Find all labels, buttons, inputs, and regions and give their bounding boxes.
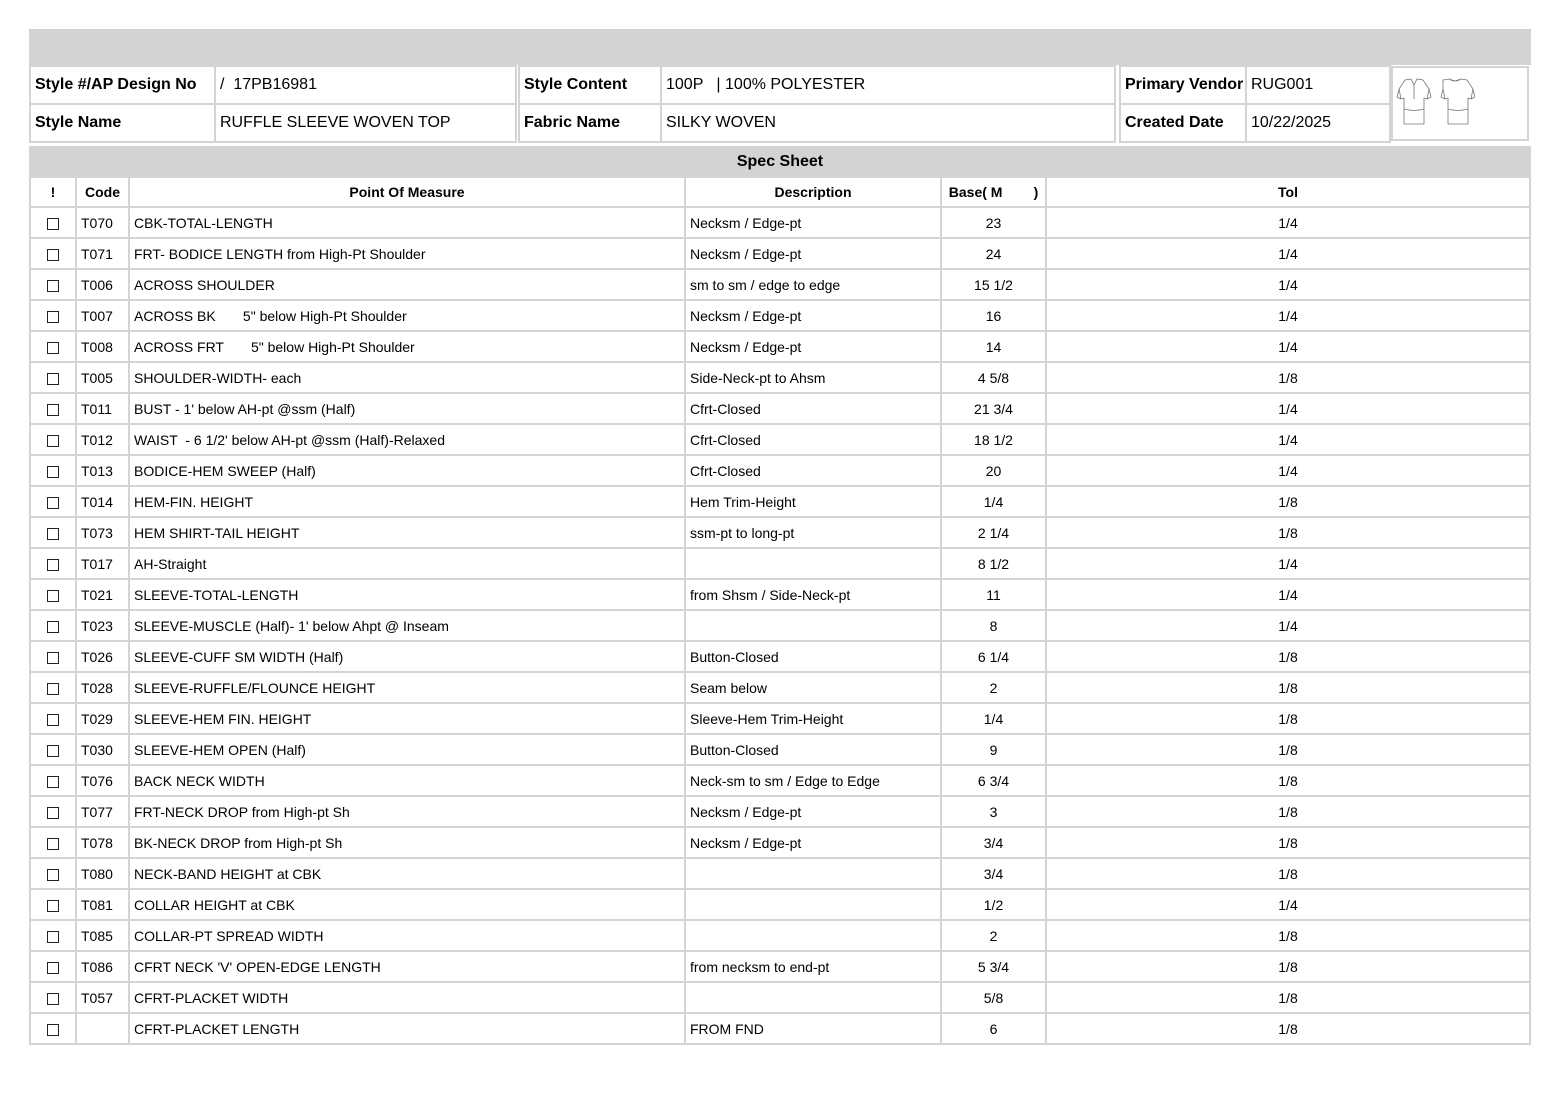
table-row [30, 765, 1530, 796]
row-point-of-measure: NECK-BAND HEIGHT at CBK [129, 858, 685, 889]
row-code: T005 [76, 362, 129, 393]
row-checkbox-cell[interactable] [30, 641, 76, 672]
row-base: 2 [941, 920, 1046, 951]
row-checkbox-cell[interactable] [30, 393, 76, 424]
checkbox[interactable] [47, 807, 59, 819]
row-code: T014 [76, 486, 129, 517]
checkbox[interactable] [47, 280, 59, 292]
created-date-value: 10/22/2025 [1246, 104, 1390, 142]
checkbox[interactable] [47, 559, 59, 571]
checkbox[interactable] [47, 249, 59, 261]
row-tol: 1/8 [1046, 734, 1530, 765]
top-banner [29, 29, 1531, 65]
row-point-of-measure: BUST - 1' below AH-pt @ssm (Half) [129, 393, 685, 424]
table-row [30, 455, 1530, 486]
row-tol: 1/4 [1046, 579, 1530, 610]
row-point-of-measure: BACK NECK WIDTH [129, 765, 685, 796]
row-description: Hem Trim-Height [685, 486, 941, 517]
style-name-value: RUFFLE SLEEVE WOVEN TOP [215, 104, 516, 142]
row-tol: 1/4 [1046, 889, 1530, 920]
row-tol: 1/8 [1046, 517, 1530, 548]
row-point-of-measure: WAIST - 6 1/2' below AH-pt @ssm (Half)-Relaxed [129, 424, 685, 455]
row-tol: 1/4 [1046, 424, 1530, 455]
row-description [685, 920, 941, 951]
row-code: T057 [76, 982, 129, 1013]
row-base: 24 [941, 238, 1046, 269]
row-point-of-measure: BK-NECK DROP from High-pt Sh [129, 827, 685, 858]
fabric-name-label: Fabric Name [519, 104, 661, 142]
checkbox[interactable] [47, 652, 59, 664]
row-code: T086 [76, 951, 129, 982]
checkbox[interactable] [47, 404, 59, 416]
checkbox[interactable] [47, 931, 59, 943]
row-point-of-measure: SHOULDER-WIDTH- each [129, 362, 685, 393]
row-point-of-measure: CFRT-PLACKET WIDTH [129, 982, 685, 1013]
row-point-of-measure: AH-Straight [129, 548, 685, 579]
row-base: 4 5/8 [941, 362, 1046, 393]
table-row [30, 331, 1530, 362]
row-checkbox-cell[interactable] [30, 889, 76, 920]
row-base: 16 [941, 300, 1046, 331]
row-checkbox-cell[interactable] [30, 796, 76, 827]
checkbox[interactable] [47, 683, 59, 695]
row-description: Button-Closed [685, 734, 941, 765]
row-base: 14 [941, 331, 1046, 362]
row-base: 1/4 [941, 703, 1046, 734]
table-row [30, 610, 1530, 641]
row-tol: 1/4 [1046, 455, 1530, 486]
row-point-of-measure: BODICE-HEM SWEEP (Half) [129, 455, 685, 486]
row-description: Necksm / Edge-pt [685, 238, 941, 269]
row-checkbox-cell[interactable] [30, 1013, 76, 1044]
row-code: T073 [76, 517, 129, 548]
table-row [30, 672, 1530, 703]
checkbox[interactable] [47, 218, 59, 230]
row-base: 2 [941, 672, 1046, 703]
table-row [30, 486, 1530, 517]
row-checkbox-cell[interactable] [30, 517, 76, 548]
row-checkbox-cell[interactable] [30, 579, 76, 610]
checkbox[interactable] [47, 962, 59, 974]
row-base: 3/4 [941, 858, 1046, 889]
row-description: Neck-sm to sm / Edge to Edge [685, 765, 941, 796]
checkbox[interactable] [47, 435, 59, 447]
row-point-of-measure: CFRT NECK 'V' OPEN-EDGE LENGTH [129, 951, 685, 982]
checkbox[interactable] [47, 1024, 59, 1036]
table-row [30, 393, 1530, 424]
row-tol: 1/4 [1046, 610, 1530, 641]
garment-sketch-thumbnail[interactable] [1391, 66, 1529, 141]
row-code: T029 [76, 703, 129, 734]
row-base: 3/4 [941, 827, 1046, 858]
col-header-description: Description [685, 177, 941, 207]
row-tol: 1/8 [1046, 486, 1530, 517]
table-row [30, 269, 1530, 300]
row-description [685, 889, 941, 920]
row-tol: 1/4 [1046, 269, 1530, 300]
row-description: Button-Closed [685, 641, 941, 672]
row-point-of-measure: SLEEVE-MUSCLE (Half)- 1' below Ahpt @ Inseam [129, 610, 685, 641]
row-checkbox-cell[interactable] [30, 858, 76, 889]
row-checkbox-cell[interactable] [30, 300, 76, 331]
row-base: 2 1/4 [941, 517, 1046, 548]
row-code: T070 [76, 207, 129, 238]
row-tol: 1/8 [1046, 703, 1530, 734]
row-tol: 1/8 [1046, 641, 1530, 672]
row-checkbox-cell[interactable] [30, 982, 76, 1013]
style-info-table [29, 65, 517, 143]
row-tol: 1/8 [1046, 1013, 1530, 1044]
row-point-of-measure: ACROSS FRT 5" below High-Pt Shoulder [129, 331, 685, 362]
row-description: FROM FND [685, 1013, 941, 1044]
row-description: Cfrt-Closed [685, 393, 941, 424]
row-description [685, 858, 941, 889]
row-base: 20 [941, 455, 1046, 486]
col-header-code: Code [76, 177, 129, 207]
table-row [30, 796, 1530, 827]
row-description: Cfrt-Closed [685, 424, 941, 455]
row-code: T013 [76, 455, 129, 486]
row-tol: 1/4 [1046, 548, 1530, 579]
table-row [30, 579, 1530, 610]
row-base: 5 3/4 [941, 951, 1046, 982]
row-point-of-measure: HEM-FIN. HEIGHT [129, 486, 685, 517]
row-description: sm to sm / edge to edge [685, 269, 941, 300]
col-header-tol: Tol [1046, 177, 1530, 207]
style-content-value: 100P | 100% POLYESTER [661, 66, 1115, 104]
row-base: 6 [941, 1013, 1046, 1044]
primary-vendor-label: Primary Vendor [1120, 66, 1246, 104]
row-code: T071 [76, 238, 129, 269]
checkbox[interactable] [47, 745, 59, 757]
row-base: 6 1/4 [941, 641, 1046, 672]
table-row [30, 238, 1530, 269]
checkbox[interactable] [47, 466, 59, 478]
col-header-flag: ! [30, 177, 76, 207]
row-point-of-measure: SLEEVE-HEM OPEN (Half) [129, 734, 685, 765]
vendor-info-table [1119, 65, 1391, 143]
row-checkbox-cell[interactable] [30, 920, 76, 951]
spec-sheet-title: Spec Sheet [30, 147, 1530, 177]
row-tol: 1/4 [1046, 238, 1530, 269]
row-description: Side-Neck-pt to Ahsm [685, 362, 941, 393]
table-row [30, 641, 1530, 672]
table-row [30, 1013, 1530, 1044]
row-point-of-measure: ACROSS SHOULDER [129, 269, 685, 300]
checkbox[interactable] [47, 590, 59, 602]
row-base: 1/2 [941, 889, 1046, 920]
table-row [30, 920, 1530, 951]
style-no-label: Style #/AP Design No [30, 66, 215, 104]
table-row [30, 982, 1530, 1013]
row-point-of-measure: SLEEVE-CUFF SM WIDTH (Half) [129, 641, 685, 672]
row-tol: 1/8 [1046, 362, 1530, 393]
row-base: 11 [941, 579, 1046, 610]
row-base: 23 [941, 207, 1046, 238]
checkbox[interactable] [47, 714, 59, 726]
checkbox[interactable] [47, 776, 59, 788]
row-tol: 1/8 [1046, 920, 1530, 951]
row-point-of-measure: FRT-NECK DROP from High-pt Sh [129, 796, 685, 827]
row-tol: 1/4 [1046, 331, 1530, 362]
row-tol: 1/8 [1046, 827, 1530, 858]
row-tol: 1/4 [1046, 300, 1530, 331]
row-description: from necksm to end-pt [685, 951, 941, 982]
row-code: T080 [76, 858, 129, 889]
row-checkbox-cell[interactable] [30, 455, 76, 486]
table-row [30, 951, 1530, 982]
row-checkbox-cell[interactable] [30, 734, 76, 765]
checkbox[interactable] [47, 373, 59, 385]
row-tol: 1/8 [1046, 672, 1530, 703]
checkbox[interactable] [47, 497, 59, 509]
table-row [30, 300, 1530, 331]
table-row [30, 517, 1530, 548]
primary-vendor-value: RUG001 [1246, 66, 1390, 104]
row-description: Seam below [685, 672, 941, 703]
row-description [685, 982, 941, 1013]
table-row [30, 858, 1530, 889]
table-row [30, 827, 1530, 858]
row-tol: 1/8 [1046, 796, 1530, 827]
checkbox[interactable] [47, 838, 59, 850]
style-content-label: Style Content [519, 66, 661, 104]
row-checkbox-cell[interactable] [30, 238, 76, 269]
row-checkbox-cell[interactable] [30, 424, 76, 455]
row-base: 18 1/2 [941, 424, 1046, 455]
row-base: 21 3/4 [941, 393, 1046, 424]
row-code: T021 [76, 579, 129, 610]
row-description: Sleeve-Hem Trim-Height [685, 703, 941, 734]
row-base: 5/8 [941, 982, 1046, 1013]
row-code: T006 [76, 269, 129, 300]
table-row [30, 734, 1530, 765]
row-description: ssm-pt to long-pt [685, 517, 941, 548]
row-description: Necksm / Edge-pt [685, 796, 941, 827]
row-base: 6 3/4 [941, 765, 1046, 796]
checkbox[interactable] [47, 900, 59, 912]
checkbox[interactable] [47, 311, 59, 323]
row-code: T026 [76, 641, 129, 672]
row-point-of-measure: SLEEVE-HEM FIN. HEIGHT [129, 703, 685, 734]
checkbox[interactable] [47, 528, 59, 540]
row-code: T085 [76, 920, 129, 951]
row-checkbox-cell[interactable] [30, 765, 76, 796]
spec-sheet-table [29, 146, 1531, 1045]
row-point-of-measure: COLLAR HEIGHT at CBK [129, 889, 685, 920]
row-code: T078 [76, 827, 129, 858]
row-base: 15 1/2 [941, 269, 1046, 300]
fabric-info-table [518, 65, 1116, 143]
row-code: T011 [76, 393, 129, 424]
row-description: Necksm / Edge-pt [685, 331, 941, 362]
row-code: T077 [76, 796, 129, 827]
row-point-of-measure: FRT- BODICE LENGTH from High-Pt Shoulder [129, 238, 685, 269]
row-checkbox-cell[interactable] [30, 951, 76, 982]
row-point-of-measure: CBK-TOTAL-LENGTH [129, 207, 685, 238]
row-code: T017 [76, 548, 129, 579]
table-row [30, 703, 1530, 734]
row-description: Necksm / Edge-pt [685, 827, 941, 858]
col-header-base: Base( M ) [941, 177, 1046, 207]
fabric-name-value: SILKY WOVEN [661, 104, 1115, 142]
row-point-of-measure: SLEEVE-TOTAL-LENGTH [129, 579, 685, 610]
table-row [30, 548, 1530, 579]
row-description [685, 610, 941, 641]
row-description: Necksm / Edge-pt [685, 207, 941, 238]
row-code: T012 [76, 424, 129, 455]
row-code: T081 [76, 889, 129, 920]
checkbox[interactable] [47, 869, 59, 881]
style-name-label: Style Name [30, 104, 215, 142]
row-tol: 1/8 [1046, 765, 1530, 796]
row-tol: 1/4 [1046, 393, 1530, 424]
row-code: T076 [76, 765, 129, 796]
row-checkbox-cell[interactable] [30, 703, 76, 734]
row-checkbox-cell[interactable] [30, 548, 76, 579]
row-code [76, 1013, 129, 1044]
row-base: 8 1/2 [941, 548, 1046, 579]
row-point-of-measure: HEM SHIRT-TAIL HEIGHT [129, 517, 685, 548]
row-point-of-measure: SLEEVE-RUFFLE/FLOUNCE HEIGHT [129, 672, 685, 703]
row-tol: 1/8 [1046, 951, 1530, 982]
row-point-of-measure: CFRT-PLACKET LENGTH [129, 1013, 685, 1044]
checkbox[interactable] [47, 621, 59, 633]
row-description [685, 548, 941, 579]
col-header-pom: Point Of Measure [129, 177, 685, 207]
row-checkbox-cell[interactable] [30, 486, 76, 517]
row-code: T030 [76, 734, 129, 765]
row-checkbox-cell[interactable] [30, 331, 76, 362]
row-checkbox-cell[interactable] [30, 672, 76, 703]
shirt-sketch-icon [1395, 77, 1475, 129]
row-description: Cfrt-Closed [685, 455, 941, 486]
row-code: T007 [76, 300, 129, 331]
row-base: 8 [941, 610, 1046, 641]
row-description: Necksm / Edge-pt [685, 300, 941, 331]
spec-header-row [30, 177, 1530, 207]
row-code: T023 [76, 610, 129, 641]
row-code: T008 [76, 331, 129, 362]
style-no-value: / 17PB16981 [215, 66, 516, 104]
row-code: T028 [76, 672, 129, 703]
row-description: from Shsm / Side-Neck-pt [685, 579, 941, 610]
row-tol: 1/8 [1046, 858, 1530, 889]
row-base: 3 [941, 796, 1046, 827]
table-row [30, 362, 1530, 393]
table-row [30, 424, 1530, 455]
row-base: 9 [941, 734, 1046, 765]
row-tol: 1/4 [1046, 207, 1530, 238]
row-checkbox-cell[interactable] [30, 610, 76, 641]
row-checkbox-cell[interactable] [30, 362, 76, 393]
table-row [30, 207, 1530, 238]
row-tol: 1/8 [1046, 982, 1530, 1013]
row-checkbox-cell[interactable] [30, 827, 76, 858]
created-date-label: Created Date [1120, 104, 1246, 142]
checkbox[interactable] [47, 342, 59, 354]
row-point-of-measure: ACROSS BK 5" below High-Pt Shoulder [129, 300, 685, 331]
row-base: 1/4 [941, 486, 1046, 517]
row-point-of-measure: COLLAR-PT SPREAD WIDTH [129, 920, 685, 951]
row-checkbox-cell[interactable] [30, 207, 76, 238]
checkbox[interactable] [47, 993, 59, 1005]
row-checkbox-cell[interactable] [30, 269, 76, 300]
table-row [30, 889, 1530, 920]
